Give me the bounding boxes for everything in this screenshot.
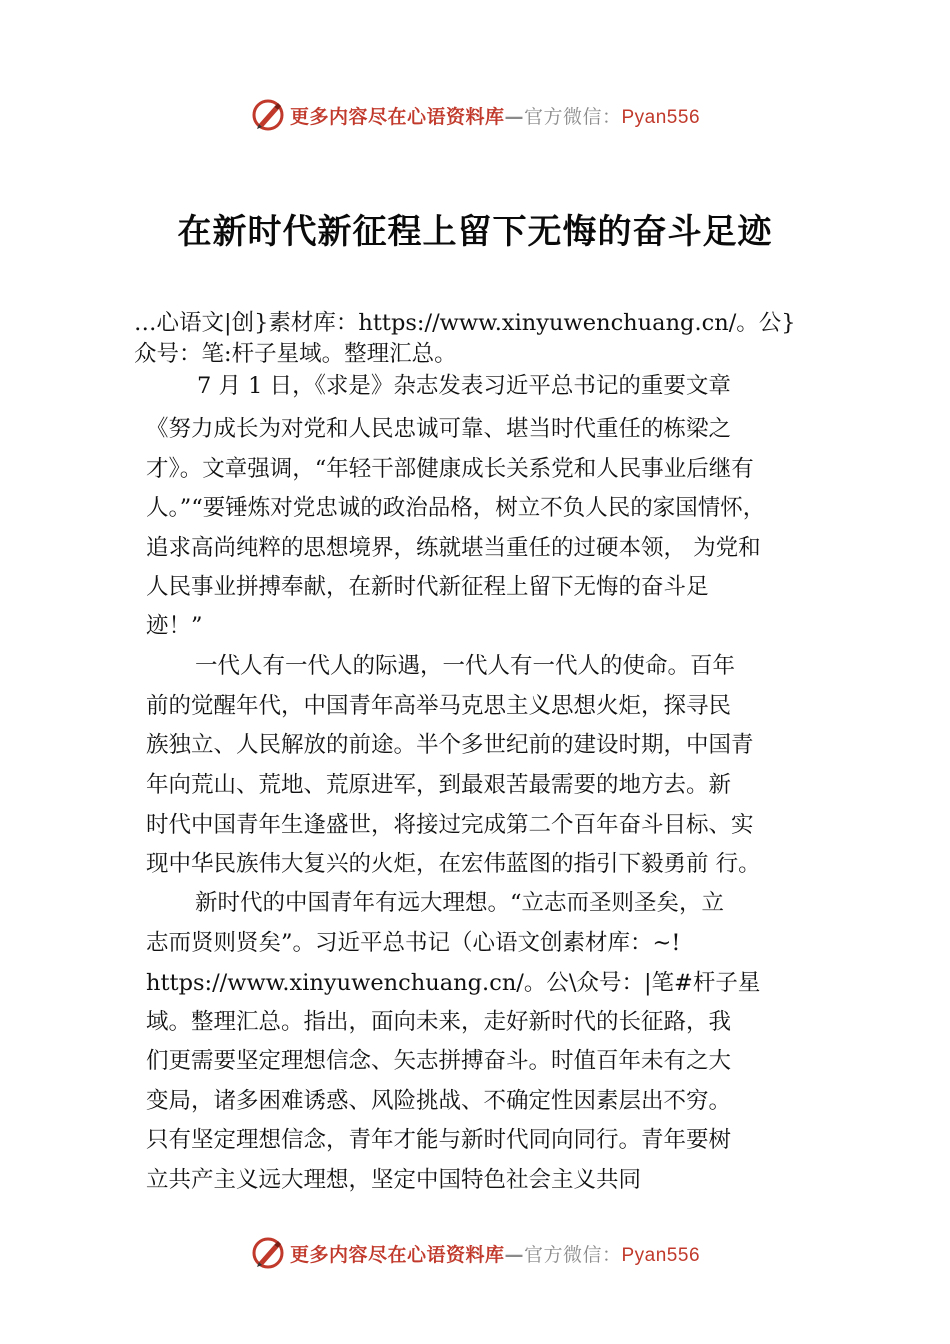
body-line: 年向荒山、荒地、荒原进军，到最艰苦最需要的地方去。新 (146, 772, 732, 798)
body-line: 迹！” (146, 613, 203, 639)
watermark-text: 更多内容尽在心语资料库—官方微信：Pyan556 (289, 1243, 701, 1266)
body-line: 前的觉醒年代，中国青年高举马克思主义思想火炬，探寻民 (146, 693, 732, 719)
watermark-text: 更多内容尽在心语资料库—官方微信：Pyan556 (289, 105, 701, 128)
body-line: 们更需要坚定理想信念、矢志拼搏奋斗。时值百年未有之大 (146, 1048, 732, 1074)
body-line: 一代人有一代人的际遇，一代人有一代人的使命。百年 (195, 653, 736, 679)
body-line: https://www.xinyuwenchuang.cn/。公\众号：|笔#杆子星 (146, 970, 761, 996)
body-line: 追求高尚纯粹的思想境界，练就堪当重任的过硬本领， 为党和 (146, 535, 761, 561)
body-line: 才》。文章强调，“年轻干部健康成长关系党和人民事业后继有 (146, 456, 754, 482)
body-line: 只有坚定理想信念，青年才能与新时代同向同行。青年要树 (146, 1127, 732, 1153)
body-line: 志而贤则贤矣”。习近平总书记（心语文创素材库：~! (146, 930, 681, 956)
footer-watermark-banner (0, 1233, 950, 1273)
body-line: 族独立、人民解放的前途。半个多世纪前的建设时期，中国青 (146, 732, 754, 758)
body-line: 变局，诸多困难诱惑、风险挑战、不确定性因素层出不穷。 (146, 1088, 732, 1114)
pen-logo-icon (250, 97, 286, 133)
body-line: …心语文|创}素材库：https://www.xinyuwenchuang.cn/。公} (134, 310, 796, 336)
body-line: 人。”“要锤炼对党忠诚的政治品格，树立不负人民的家国情怀， (146, 495, 766, 521)
body-line: 人民事业拼搏奉献，在新时代新征程上留下无悔的奋斗足 (146, 574, 709, 600)
page-title: 在新时代新征程上留下无悔的奋斗足迹 (177, 212, 773, 252)
body-line: 现中华民族伟大复兴的火炬，在宏伟蓝图的指引下毅勇前 行。 (146, 851, 761, 877)
header-watermark-banner (0, 95, 950, 135)
body-line: 时代中国青年生逢盛世，将接过完成第二个百年奋斗目标、实 (146, 812, 754, 838)
body-line: 《努力成长为对党和人民忠诚可靠、堪当时代重任的栋梁之 (146, 416, 732, 442)
body-line: 新时代的中国青年有远大理想。“立志而圣则圣矣，立 (195, 890, 725, 916)
body-line: 7 月 1 日，《求是》杂志发表习近平总书记的重要文章 (197, 373, 731, 399)
pen-logo-icon (250, 1235, 286, 1271)
body-line: 域。整理汇总。指出，面向未来，走好新时代的长征路，我 (146, 1009, 732, 1035)
body-line: 众号：笔:杆子星域。整理汇总。 (134, 341, 457, 367)
body-line: 立共产主义远大理想，坚定中国特色社会主义共同 (146, 1167, 642, 1193)
